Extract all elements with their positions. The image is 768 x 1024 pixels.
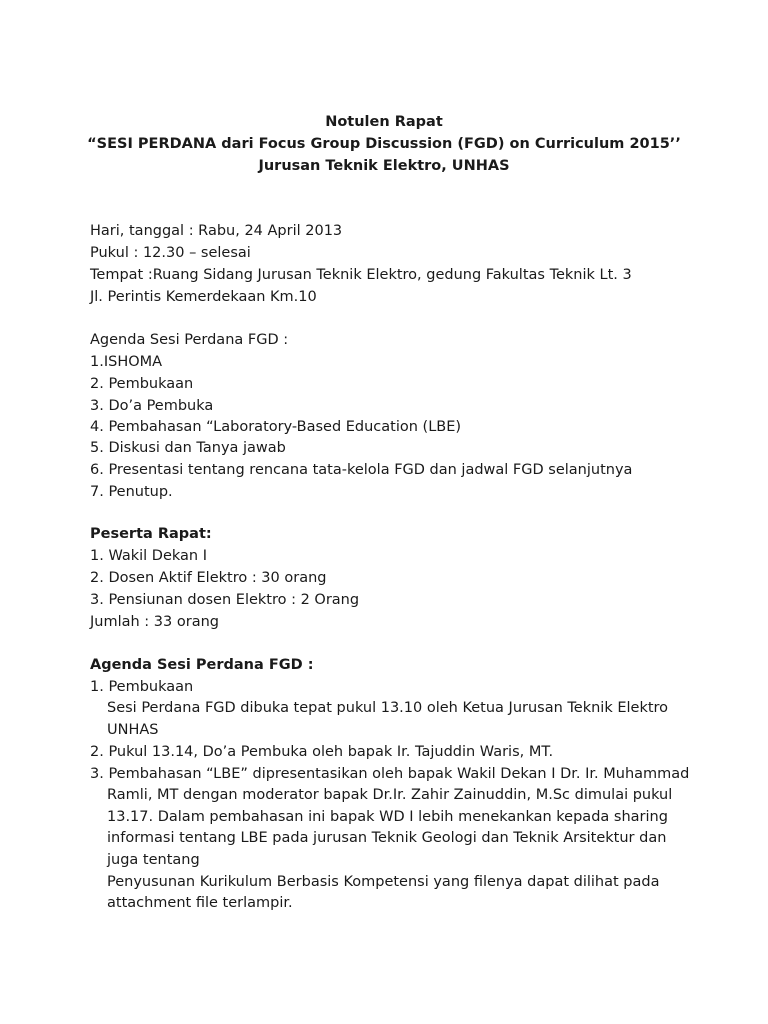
meeting-address: Jl. Perintis Kemerdekaan Km.10 [90,289,317,305]
minutes-item-3-text: Penyusunan Kurikulum Berbasis Kompetensi yang filenya dapat dilihat pada [107,874,660,890]
agenda-heading: Agenda Sesi Perdana FGD : [90,332,289,348]
minutes-item-2: 2. Pukul 13.14, Do’a Pembuka oleh bapak Ir. Tajuddin Waris, MT. [90,744,554,760]
participant-item: 1. Wakil Dekan I [90,548,207,564]
agenda-item: 5. Diskusi dan Tanya jawab [90,440,286,456]
agenda-item: 6. Presentasi tentang rencana tata-kelola FGD dan jadwal FGD selanjutnya [90,462,633,478]
minutes-item-3-text: juga tentang [107,852,200,868]
participants-heading: Peserta Rapat: [90,526,212,542]
document-title: Notulen Rapat [325,114,443,130]
participant-item: 2. Dosen Aktif Elektro : 30 orang [90,570,327,586]
agenda-item: 1.ISHOMA [90,354,163,370]
document-subtitle: “SESI PERDANA dari Focus Group Discussion (FGD) on Curriculum 2015’’ [87,136,681,152]
minutes-item-1-text: Sesi Perdana FGD dibuka tepat pukul 13.10 oleh Ketua Jurusan Teknik Elektro [107,700,669,716]
participant-total: Jumlah : 33 orang [90,614,219,630]
minutes-heading: Agenda Sesi Perdana FGD : [90,657,314,673]
meeting-place: Tempat :Ruang Sidang Jurusan Teknik Elektro, gedung Fakultas Teknik Lt. 3 [90,267,632,283]
minutes-item-3-text: 13.17. Dalam pembahasan ini bapak WD I lebih menekankan kepada sharing [107,809,668,825]
participant-item: 3. Pensiunan dosen Elektro : 2 Orang [90,592,360,608]
minutes-item-3-text: informasi tentang LBE pada jurusan Teknik Geologi dan Teknik Arsitektur dan [107,830,667,846]
agenda-item: 3. Do’a Pembuka [90,398,214,414]
minutes-item-3: 3. Pembahasan “LBE” dipresentasikan oleh bapak Wakil Dekan I Dr. Ir. Muhammad [90,766,690,782]
minutes-item-1-text: UNHAS [107,722,159,738]
meeting-date: Hari, tanggal : Rabu, 24 April 2013 [90,223,343,239]
meeting-time: Pukul : 12.30 – selesai [90,245,251,261]
minutes-item-3-text: Ramli, MT dengan moderator bapak Dr.Ir. Zahir Zainuddin, M.Sc dimulai pukul [107,787,673,803]
minutes-item-1-title: 1. Pembukaan [90,679,194,695]
agenda-item: 2. Pembukaan [90,376,194,392]
minutes-item-3-text: attachment file terlampir. [107,895,293,911]
agenda-item: 4. Pembahasan “Laboratory-Based Education (LBE) [90,419,462,435]
document-department: Jurusan Teknik Elektro, UNHAS [258,158,510,174]
agenda-item: 7. Penutup. [90,484,173,500]
